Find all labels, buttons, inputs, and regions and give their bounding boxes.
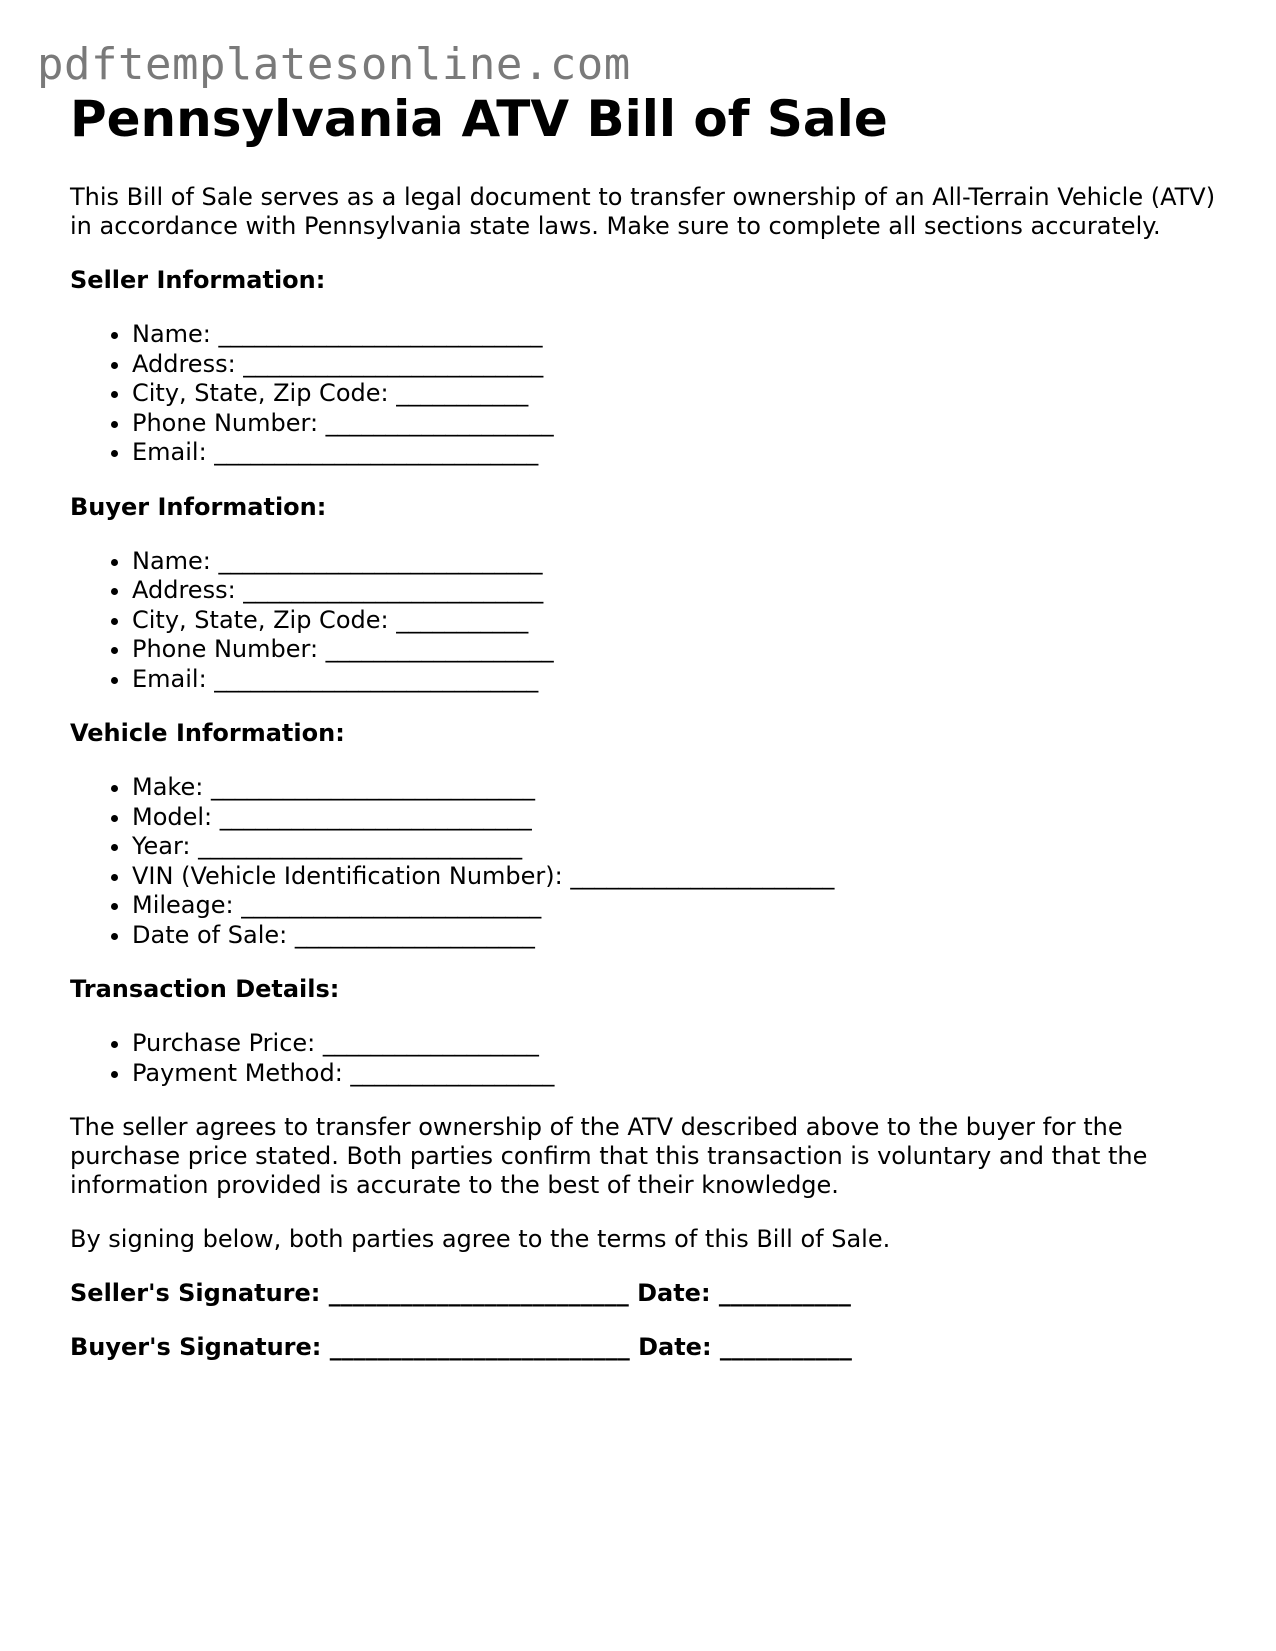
seller-name-field: • Name: ___________________________ xyxy=(132,320,1230,350)
intro-paragraph: This Bill of Sale serves as a legal document to transfer ownership of an All-Terrain Vehicle (ATV) in accordance with Pennsylvania state laws. Make sure to complete all sections accurately. xyxy=(70,183,1216,240)
seller-field-list xyxy=(70,320,1230,468)
buyer-email-field: • Email: ___________________________ xyxy=(132,665,1230,695)
seller-address-field: • Address: _________________________ xyxy=(132,350,1230,380)
buyer-field-list xyxy=(70,547,1230,695)
watermark: pdftemplatesonline.com xyxy=(37,39,631,90)
buyer-phone-field: • Phone Number: ___________________ xyxy=(132,635,1230,665)
transaction-section-heading: Transaction Details: xyxy=(70,975,340,1003)
vehicle-vin-field: • VIN (Vehicle Identification Number): ______________________ xyxy=(132,862,1230,892)
payment-method-field: • Payment Method: _________________ xyxy=(132,1059,1230,1089)
buyer-address-field: • Address: _________________________ xyxy=(132,576,1230,606)
page-title: Pennsylvania ATV Bill of Sale xyxy=(70,90,888,148)
date-of-sale-field: • Date of Sale: ____________________ xyxy=(132,921,1230,951)
vehicle-model-field: • Model: __________________________ xyxy=(132,803,1230,833)
seller-section-heading: Seller Information: xyxy=(70,266,326,294)
buyer-name-field: • Name: ___________________________ xyxy=(132,547,1230,577)
buyer-city-state-zip-field: • City, State, Zip Code: ___________ xyxy=(132,606,1230,636)
purchase-price-field: • Purchase Price: __________________ xyxy=(132,1029,1230,1059)
document-body xyxy=(70,85,1230,1362)
buyer-signature-line: Buyer's Signature: _________________________ Date: ___________ xyxy=(70,1333,852,1361)
transaction-field-list xyxy=(70,1029,1230,1088)
vehicle-mileage-field: • Mileage: _________________________ xyxy=(132,891,1230,921)
signing-note: By signing below, both parties agree to the terms of this Bill of Sale. xyxy=(70,1225,891,1253)
seller-city-state-zip-field: • City, State, Zip Code: ___________ xyxy=(132,379,1230,409)
seller-signature-line: Seller's Signature: _________________________ Date: ___________ xyxy=(70,1279,851,1307)
seller-email-field: • Email: ___________________________ xyxy=(132,438,1230,468)
buyer-section-heading: Buyer Information: xyxy=(70,492,327,521)
vehicle-year-field: • Year: ___________________________ xyxy=(132,832,1230,862)
vehicle-make-field: • Make: ___________________________ xyxy=(132,773,1230,803)
agreement-paragraph: The seller agrees to transfer ownership of the ATV described above to the buyer for the purchase price stated. Both parties confirm that this transaction is voluntary and that the information provided is accurate to the best of their knowledge. xyxy=(70,1113,1148,1199)
vehicle-field-list xyxy=(70,773,1230,950)
seller-phone-field: • Phone Number: ___________________ xyxy=(132,409,1230,439)
vehicle-section-heading: Vehicle Information: xyxy=(70,719,345,747)
